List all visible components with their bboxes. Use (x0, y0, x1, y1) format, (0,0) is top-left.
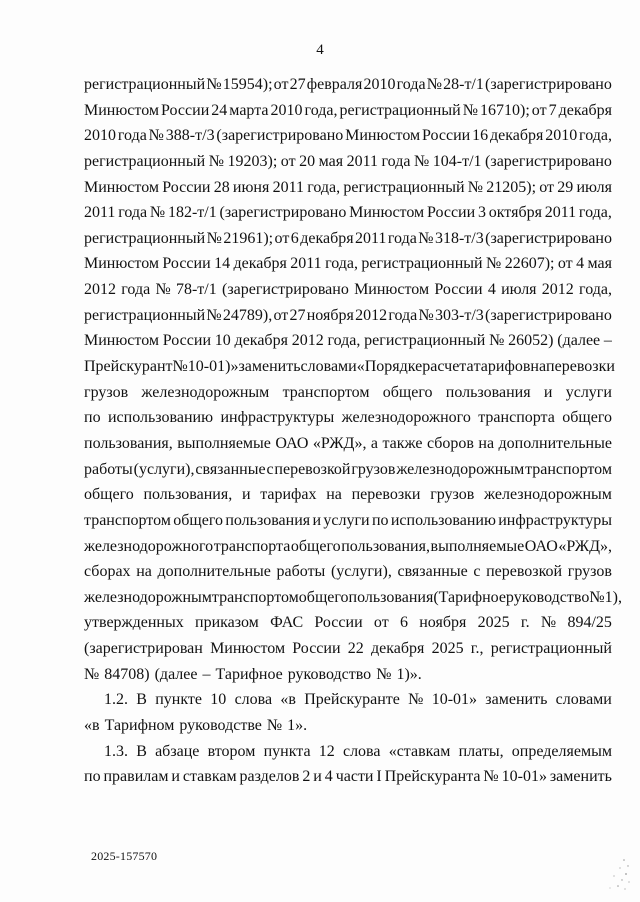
text-line: 2011 года № 182-т/1 (зарегистрировано Минюстом России 3 октября 2011 года, (84, 204, 612, 222)
text-line: по использованию инфраструктуры железнодорожного транспорта общего (84, 409, 612, 427)
text-line: 2010 года № 388-т/3 (зарегистрировано Минюстом России 16 декабря 2010 года, (84, 127, 612, 145)
text-line: регистрационный № 15954); от 27 февраля 2010 года № 28-т/1 (зарегистрировано (84, 76, 612, 93)
text-line: железнодорожного транспорта общего пользования, выполняемые ОАО «РЖД», (84, 537, 612, 555)
text-line: регистрационный № 24789), от 27 ноября 2012 года № 303-т/3 (зарегистрировано (84, 306, 612, 324)
text-line: железнодорожным транспортом общего пользования (Тарифное руководство № 1), (84, 588, 622, 606)
text-line: Минюстом России 28 июня 2011 года, регистрационный № 21205); от 29 июля (84, 178, 612, 196)
text-line: регистрационный № 19203); от 20 мая 2011 года № 104-т/1 (зарегистрировано (84, 152, 612, 170)
text-line: работы (услуги), связанные с перевозкой грузов железнодорожным транспортом (84, 460, 612, 478)
document-id: 2025-157570 (91, 849, 158, 863)
text-line: 1.2. В пункте 10 слова «в Прейскуранте № 10-01» заменить словами (104, 691, 612, 709)
body-text (84, 72, 622, 790)
text-line: (зарегистрирован Минюстом России 22 декабря 2025 г., регистрационный (84, 640, 612, 658)
text-line: «в Тарифном руководстве № 1». (84, 717, 308, 735)
text-line: Минюстом России 10 декабря 2012 года, регистрационный № 26052) (далее – (84, 332, 612, 350)
text-line: № 84708) (далее – Тарифное руководство № 1)». (84, 665, 422, 683)
scan-artifact-icon (584, 854, 632, 894)
page-number: 4 (316, 42, 324, 58)
text-line: сборах на дополнительные работы (услуги), связанные с перевозкой грузов (84, 563, 612, 581)
text-line: грузов железнодорожным транспортом общего пользования и услуги (84, 383, 612, 401)
text-line: Прейскурант № 10-01)» заменить словами «Порядке расчета тарифов на перевозки (84, 358, 615, 376)
text-line: утвержденных приказом ФАС России от 6 ноября 2025 г. № 894/25 (84, 614, 612, 632)
text-line: 1.3. В абзаце втором пункта 12 слова «ставкам платы, определяемым (104, 742, 612, 760)
text-line: транспортом общего пользования и услуги по использованию инфраструктуры (84, 511, 612, 529)
text-line: пользования, выполняемые ОАО «РЖД», а также сборов на дополнительные (84, 434, 612, 452)
text-line: по правилам и ставкам разделов 2 и 4 части I Прейскуранта № 10-01» заменить (84, 768, 612, 786)
text-line: регистрационный № 21961); от 6 декабря 2011 года № 318-т/3 (зарегистрировано (84, 229, 612, 247)
text-line: 2012 года № 78-т/1 (зарегистрировано Минюстом России 4 июля 2012 года, (84, 281, 612, 299)
text-line: Минюстом России 14 декабря 2011 года, регистрационный № 22607); от 4 мая (84, 255, 612, 273)
text-line: общего пользования, и тарифах на перевозки грузов железнодорожным (84, 486, 612, 504)
text-line: Минюстом России 24 марта 2010 года, регистрационный № 16710); от 7 декабря (84, 101, 612, 119)
